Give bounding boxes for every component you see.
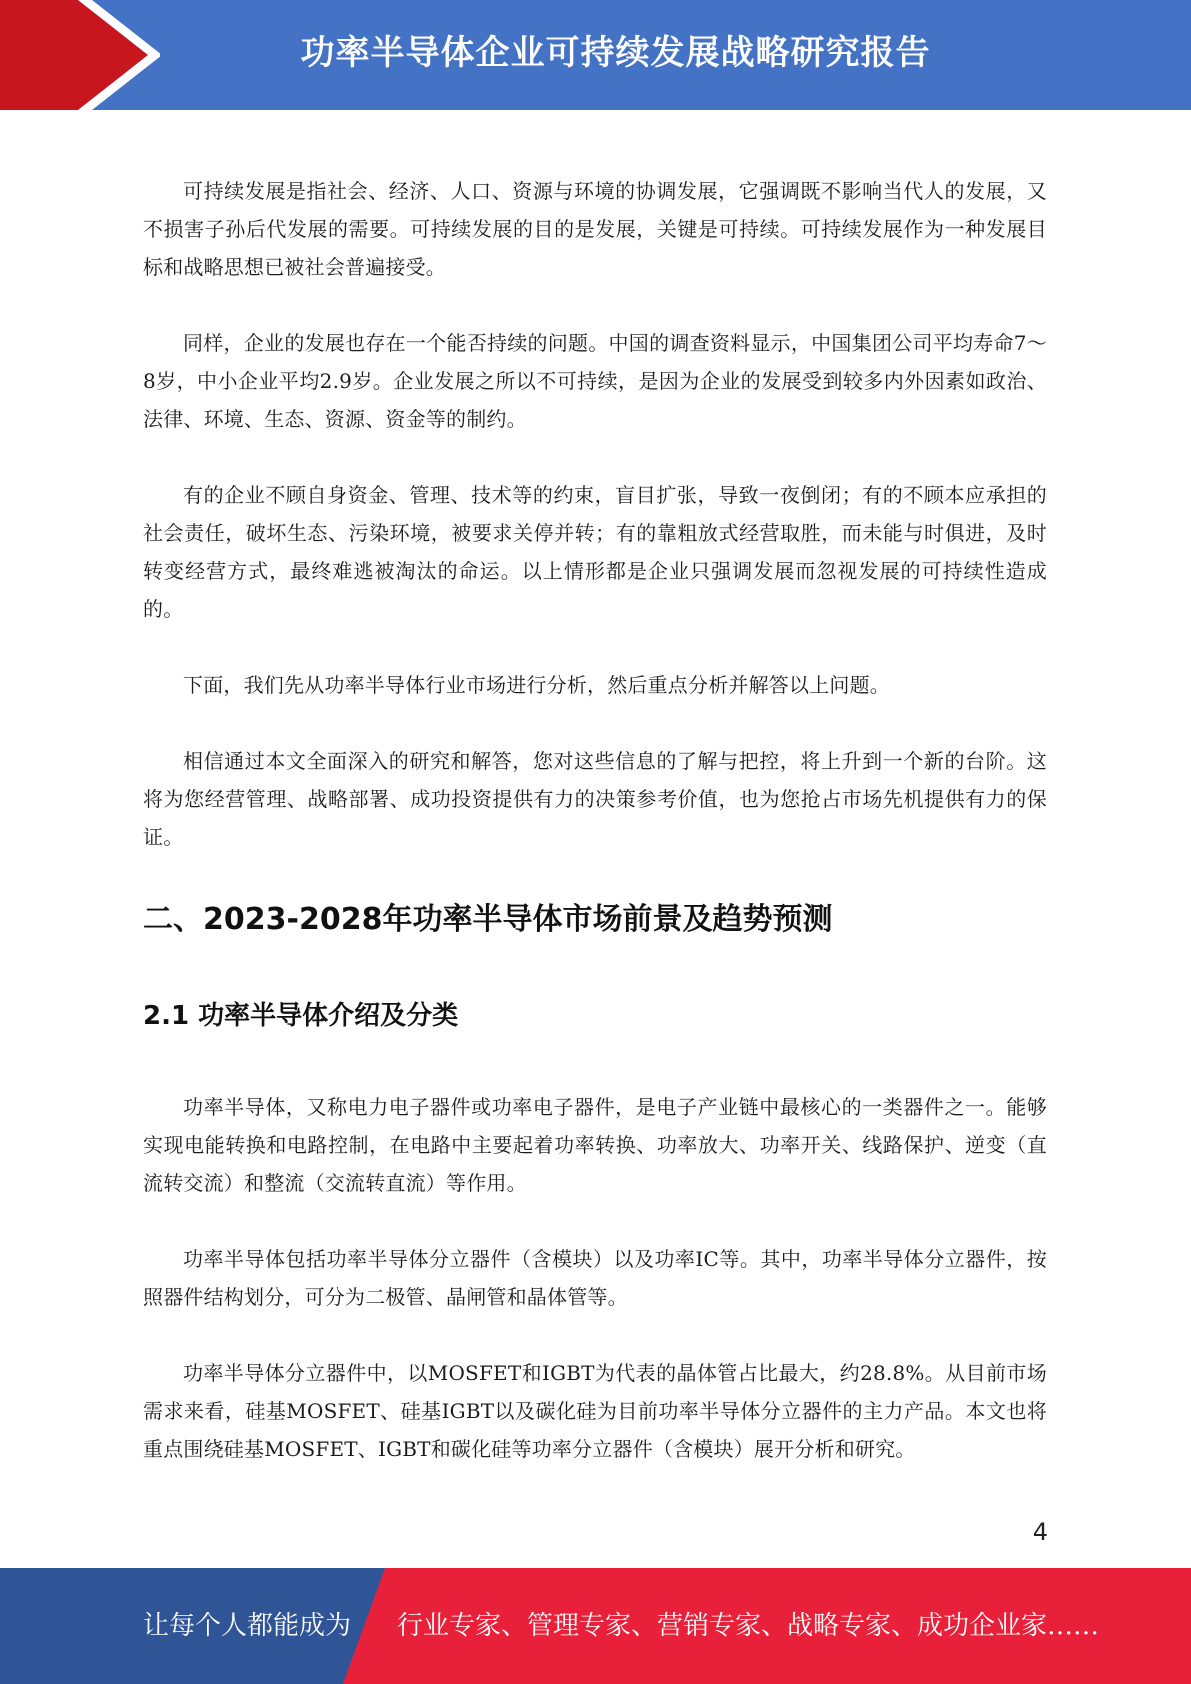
intro-paragraph-5: 相信通过本文全面深入的研究和解答，您对这些信息的了解与把控，将上升到一个新的台阶。这将为您经营管理、战略部署、成功投资提供有力的决策参考价值，也为您抢占市场先机提供有力的保证。: [143, 749, 1047, 849]
page-footer-banner: [0, 1568, 1191, 1684]
intro-paragraph-2: 同样，企业的发展也存在一个能否持续的问题。中国的调查资料显示，中国集团公司平均寿命7～8岁，中小企业平均2.9岁。企业发展之所以不可持续，是因为企业的发展受到较多内外因素如政治、法律、环境、生态、资源、资金等的制约。: [143, 331, 1047, 431]
page-content: [143, 172, 1047, 1468]
intro-paragraph-3: 有的企业不顾自身资金、管理、技术等的约束，盲目扩张，导致一夜倒闭；有的不顾本应承担的社会责任，破坏生态、污染环境，被要求关停并转；有的靠粗放式经营取胜，而未能与时俱进，及时转变经营方式，最终难逃被淘汰的命运。以上情形都是企业只强调发展而忽视发展的可持续性造成的。: [143, 483, 1047, 621]
footer-slogan-right: 行业专家、管理专家、营销专家、战略专家、成功企业家……: [397, 1611, 1100, 1641]
footer-slogan-left: 让每个人都能成为: [143, 1611, 352, 1641]
section-paragraph-1: 功率半导体，又称电力电子器件或功率电子器件，是电子产业链中最核心的一类器件之一。能够实现电能转换和电路控制，在电路中主要起着功率转换、功率放大、功率开关、线路保护、逆变（直流转交流）和整流（交流转直流）等作用。: [143, 1095, 1047, 1195]
intro-paragraph-1: 可持续发展是指社会、经济、人口、资源与环境的协调发展，它强调既不影响当代人的发展，又不损害子孙后代发展的需要。可持续发展的目的是发展，关键是可持续。可持续发展作为一种发展目标和战略思想已被社会普遍接受。: [143, 179, 1047, 279]
section-heading: 二、2023-2028年功率半导体市场前景及趋势预测: [143, 902, 833, 937]
page-number: 4: [1032, 1518, 1048, 1546]
report-title: 功率半导体企业可持续发展战略研究报告: [300, 33, 931, 73]
intro-paragraph-4: 下面，我们先从功率半导体行业市场进行分析，然后重点分析并解答以上问题。: [183, 673, 890, 697]
section-paragraph-3: 功率半导体分立器件中，以MOSFET和IGBT为代表的晶体管占比最大，约28.8%。从目前市场需求来看，硅基MOSFET、硅基IGBT以及碳化硅为目前功率半导体分立器件的主力产品。本文也将重点围绕硅基MOSFET、IGBT和碳化硅等功率分立器件（含模块）展开分析和研究。: [143, 1361, 1047, 1461]
red-chevron-arrow-icon: [0, 0, 160, 110]
section-paragraph-2: 功率半导体包括功率半导体分立器件（含模块）以及功率IC等。其中，功率半导体分立器件，按照器件结构划分，可分为二极管、晶闸管和晶体管等。: [143, 1247, 1047, 1309]
page-header-banner: [0, 0, 1191, 110]
subsection-heading: 2.1 功率半导体介绍及分类: [143, 1001, 459, 1031]
